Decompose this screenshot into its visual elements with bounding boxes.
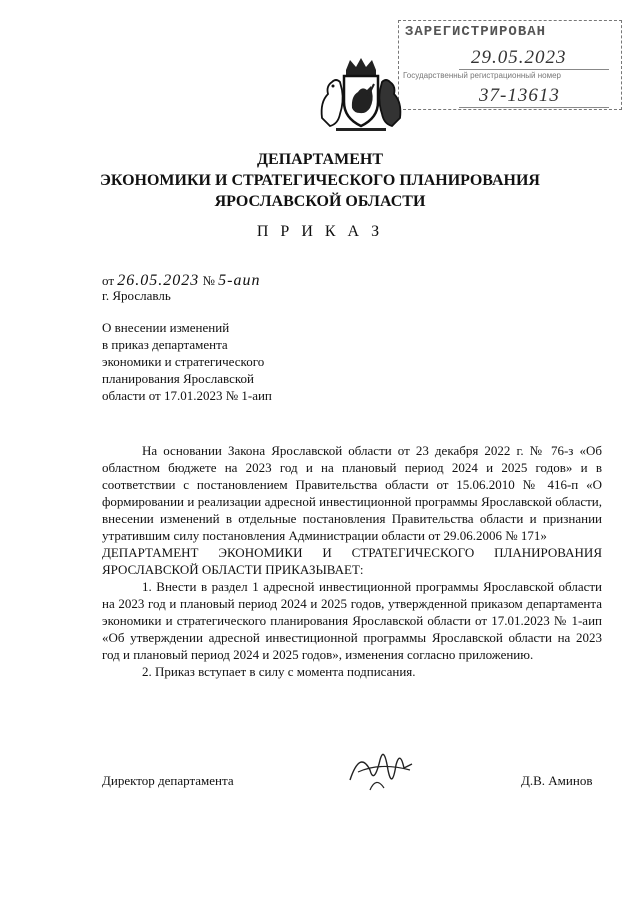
subject-line: области от 17.01.2023 № 1-аип	[102, 388, 272, 403]
order-body	[102, 442, 602, 680]
order-number-label: №	[202, 273, 215, 288]
subject-line: планирования Ярославской	[102, 371, 254, 386]
department-heading	[0, 149, 640, 212]
department-line-2: ЭКОНОМИКИ И СТРАТЕГИЧЕСКОГО ПЛАНИРОВАНИЯ	[100, 172, 540, 189]
stamp-date: 29.05.2023	[471, 47, 567, 68]
subject-line: О внесении изменений	[102, 320, 230, 335]
department-line-1: ДЕПАРТАМЕНТ	[257, 151, 383, 168]
registration-stamp	[398, 20, 622, 110]
signatory-position: Директор департамента	[102, 773, 234, 788]
stamp-number: 37-13613	[479, 85, 560, 106]
order-title: П Р И К А З	[256, 223, 384, 240]
handwritten-signature	[340, 740, 430, 805]
stamp-sublabel: Государственный регистрационный номер	[403, 71, 561, 80]
body-decree: ДЕПАРТАМЕНТ ЭКОНОМИКИ И СТРАТЕГИЧЕСКОГО ПЛАНИРОВАНИЯ ЯРОСЛАВСКОЙ ОБЛАСТИ ПРИКАЗЫВАЕТ:	[102, 545, 602, 577]
subject-line: экономики и стратегического	[102, 354, 265, 369]
stamp-number-line	[459, 107, 609, 108]
stamp-date-line	[459, 69, 609, 70]
body-preamble: На основании Закона Ярославской области от 23 декабря 2022 г. № 76-з «Об областном бюджете на 2023 год и на плановый период 2024 и 2025 годов» и в соответствии с постановлением Правительства области от 15.06.2010 № 416-п «О формировании и реализации адресной инвестиционной программы Ярославской области, внесении изменений в отдельные постановления Правительства области и признании утратившим силу постановления Администрации области от 29.06.2006 № 171»	[102, 443, 602, 543]
signatory-name: Д.В. Аминов	[521, 773, 593, 788]
department-line-3: ЯРОСЛАВСКОЙ ОБЛАСТИ	[214, 193, 426, 210]
yaroslavl-coat-of-arms-icon	[316, 56, 406, 141]
order-subject	[102, 319, 342, 404]
order-city: г. Ярославль	[102, 288, 171, 303]
body-item-2: 2. Приказ вступает в силу с момента подписания.	[142, 664, 416, 679]
subject-line: в приказ департамента	[102, 337, 228, 352]
stamp-header: ЗАРЕГИСТРИРОВАН	[405, 24, 547, 40]
order-date: 26.05.2023	[117, 272, 200, 289]
order-number: 5-аип	[218, 272, 261, 289]
body-item-1: 1. Внести в раздел 1 адресной инвестиционной программы Ярославской области на 2023 год и плановый период 2024 и 2025 годов, утвержденной приказом департамента экономики и стратегического планирования Ярославской области от 17.01.2023 № 1-аип «Об утверждении адресной инвестиционной программы Ярославской области на 2023 год и плановый период 2024 и 2025 годов», изменения согласно приложению.	[102, 579, 602, 662]
order-from-label: от	[102, 273, 115, 288]
